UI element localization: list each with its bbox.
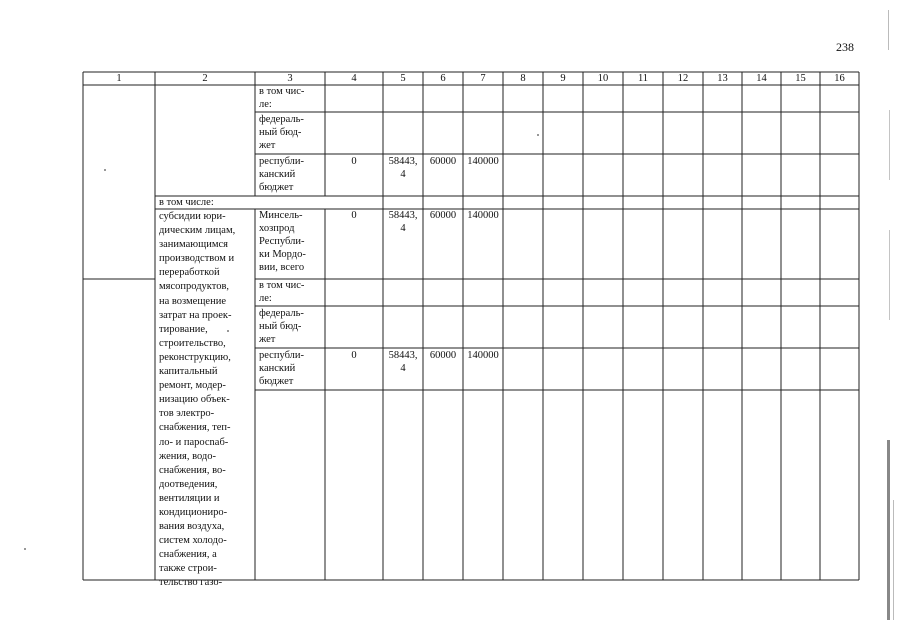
cell-including-row: в том числе: bbox=[159, 197, 214, 208]
header-col-16: 16 bbox=[834, 73, 845, 84]
cell-value-col4: 0 bbox=[351, 350, 357, 361]
header-col-12: 12 bbox=[677, 73, 689, 84]
cell-value-col6: 60000 bbox=[429, 350, 457, 361]
header-col-15: 15 bbox=[795, 73, 806, 84]
cell-federal-budget-1: федераль- ный бюд- жет bbox=[259, 114, 304, 151]
cell-republic-budget-2: республи- канский бюджет bbox=[259, 350, 304, 387]
cell-republic-budget-1: республи- канский бюджет bbox=[259, 156, 304, 193]
header-col-6: 6 bbox=[440, 73, 446, 84]
scan-speck bbox=[537, 134, 539, 136]
cell-including-2: в том чис- ле: bbox=[259, 280, 305, 304]
cell-value-col7: 140000 bbox=[467, 156, 499, 167]
cell-subsidy-description: субсидии юри- дическим лицам, занимающимся производством и переработкой мясопродуктов, на возмещение затрат на проек- тирование, строительство, реконструкцию, капитальный ремонт, модер- низацию объек- тов электро- снабжения, теп- ло- и паросnаб- жения, водо- снабжения, во- доотведения, вентиляции и кондициониро- вания воздуха, систем холодо- снабжения, а также строи- тельство газо- bbox=[159, 211, 236, 589]
scan-speck bbox=[227, 330, 229, 332]
cell-value-col4: 0 bbox=[351, 156, 357, 167]
cell-value-col6: 60000 bbox=[429, 156, 457, 167]
cell-federal-budget-2: федераль- ный бюд- жет bbox=[259, 308, 304, 345]
cell-including-1: в том чис- ле: bbox=[259, 86, 305, 110]
header-col-4: 4 bbox=[351, 73, 357, 84]
header-col-5: 5 bbox=[400, 73, 406, 84]
header-col-10: 10 bbox=[597, 73, 609, 84]
cell-value-col5: 58443, 4 bbox=[388, 350, 418, 374]
header-col-13: 13 bbox=[717, 73, 728, 84]
header-col-9: 9 bbox=[560, 73, 566, 84]
cell-value-col5: 58443, 4 bbox=[388, 156, 418, 180]
cell-value-col4: 0 bbox=[351, 210, 357, 221]
header-col-7: 7 bbox=[480, 73, 486, 84]
scan-speck bbox=[104, 169, 106, 171]
scan-speck bbox=[24, 548, 26, 550]
page-number: 238 bbox=[836, 40, 854, 54]
header-col-11: 11 bbox=[637, 73, 649, 84]
cell-value-col5: 58443, 4 bbox=[388, 210, 418, 234]
cell-value-col7: 140000 bbox=[467, 350, 499, 361]
cell-value-col6: 60000 bbox=[429, 210, 457, 221]
header-col-2: 2 bbox=[202, 73, 208, 84]
header-col-14: 14 bbox=[756, 73, 767, 84]
header-col-1: 1 bbox=[116, 73, 122, 84]
cell-ministry-total: Минсель- хозпрод Республи- ки Мордо- вии, всего bbox=[259, 210, 306, 273]
cell-value-col7: 140000 bbox=[467, 210, 499, 221]
header-col-8: 8 bbox=[520, 73, 526, 84]
header-col-3: 3 bbox=[287, 73, 293, 84]
